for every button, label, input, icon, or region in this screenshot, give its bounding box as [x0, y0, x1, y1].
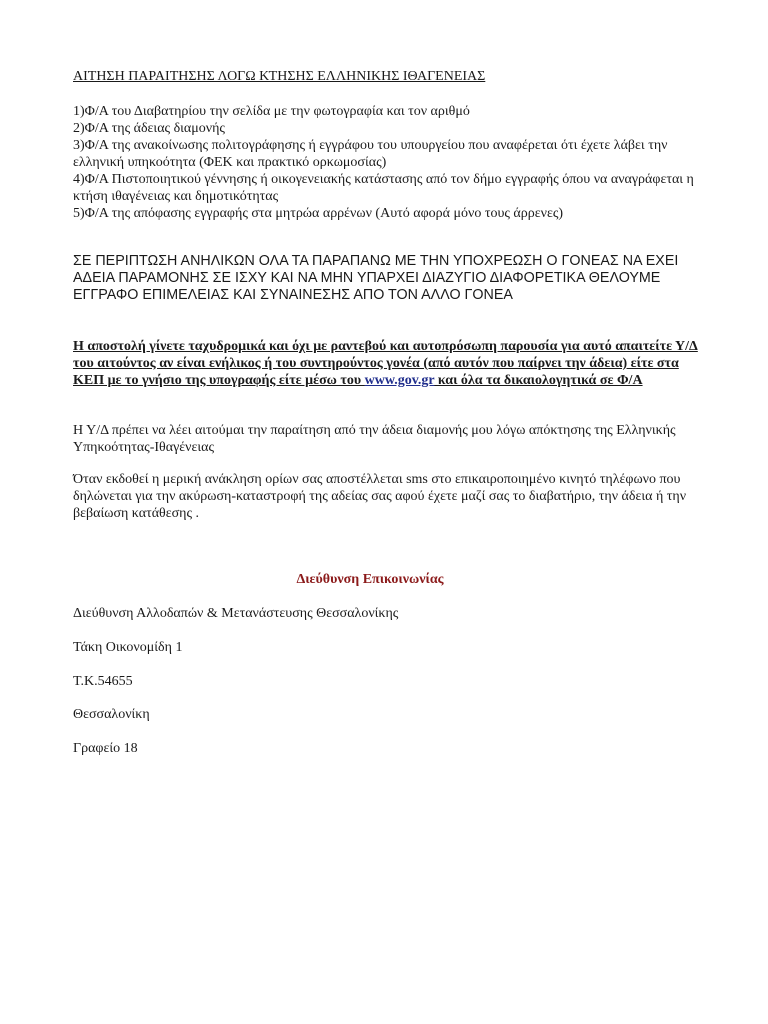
- contact-postal-code: Τ.Κ.54655: [73, 674, 133, 689]
- requirement-item: 5)Φ/Α της απόφασης εγγραφής στα μητρώα αρρένων (Αυτό αφορά μόνο τους άρρενες): [73, 206, 564, 221]
- contact-office: Διεύθυνση Αλλοδαπών & Μετανάστευσης Θεσσαλονίκης: [73, 606, 399, 621]
- submission-instructions: [73, 338, 713, 389]
- requirement-item: 4)Φ/Α Πιστοποιητικού γέννησης ή οικογενειακής κατάστασης από τον δήμο εγγραφής όπου να αναγράφεται η κτήση ιθαγένειας και δημοτικότητας: [73, 172, 694, 204]
- contact-street: Τάκη Οικονομίδη 1: [73, 640, 183, 655]
- document-title: ΑΙΤΗΣΗ ΠΑΡΑΙΤΗΣΗΣ ΛΟΓΩ ΚΤΗΣΗΣ ΕΛΛΗΝΙΚΗΣ ΙΘΑΓΕΝΕΙΑΣ: [73, 69, 486, 84]
- minors-notice: ΣΕ ΠΕΡΙΠΤΩΣΗ ΑΝΗΛΙΚΩΝ ΟΛΑ ΤΑ ΠΑΡΑΠΑΝΩ ΜΕ ΤΗΝ ΥΠΟΧΡΕΩΣΗ Ο ΓΟΝΕΑΣ ΝΑ ΕΧΕΙ ΑΔΕΙΑ ΠΑΡΑΜΟΝΗΣ ΣΕ ΙΣΧΥ ΚΑΙ ΝΑ ΜΗΝ ΥΠΑΡΧΕΙ ΔΙΑΖΥΓΙΟ ΔΙΑΦΟΡΕΤΙΚΑ ΘΕΛΟΥΜΕ ΕΓΓΡΑΦΟ ΕΠΙΜΕΛΕΙΑΣ ΚΑΙ ΣΥΝΑΙΝΕΣΗΣ ΑΠΟ ΤΟΝ ΑΛΛΟ ΓΟΝΕΑ: [73, 253, 679, 303]
- submission-text-after-link: και όλα τα δικαιολογητικά σε Φ/Α: [434, 373, 643, 388]
- requirement-item: 3)Φ/Α της ανακοίνωσης πολιτογράφησης ή εγγράφου του υπουργείου που αναφέρεται ότι έχετε λάβει την ελληνική υπηκοότητα (ΦΕΚ και πρακτικό ορκωμοσίας): [73, 138, 668, 170]
- declaration-note: Η Υ/Δ πρέπει να λέει αιτούμαι την παραίτηση από την άδεια διαμονής μου λόγω απόκτησης της Ελληνικής Υπηκοότητας-Ιθαγένειας: [73, 423, 676, 455]
- requirement-item: 1)Φ/Α του Διαβατηρίου την σελίδα με την φωτογραφία και τον αριθμό: [73, 104, 470, 119]
- contact-heading: Διεύθυνση Επικοινωνίας: [296, 572, 444, 587]
- contact-city: Θεσσαλονίκη: [73, 707, 150, 722]
- sms-note: Όταν εκδοθεί η μερική ανάκληση ορίων σας αποστέλλεται sms στο επικαιροποιημένο κινητό τηλέφωνο που δηλώνεται για την ακύρωση-καταστροφή της αδείας σας αφού έχετε μαζί σας το διαβατήριο, την άδεια ή την βεβαίωση κατάθεσης .: [73, 472, 687, 521]
- contact-room: Γραφείο 18: [73, 741, 138, 756]
- requirements-list: [73, 103, 703, 222]
- submission-text-before-link: Η αποστολή γίνετε ταχυδρομικά και όχι με ραντεβού και αυτοπρόσωπη παρουσία για αυτό απαιτείτε Υ/Δ του αιτούντος αν είναι ενήλικος ή του συντηρούντος γονέα (από αυτόν που παίρνει την άδεια) είτε στα ΚΕΠ με το γνήσιο της υπογραφής είτε μέσω του: [73, 339, 698, 388]
- requirement-item: 2)Φ/Α της άδειας διαμονής: [73, 121, 225, 136]
- gov-gr-link[interactable]: www.gov.gr: [364, 373, 435, 388]
